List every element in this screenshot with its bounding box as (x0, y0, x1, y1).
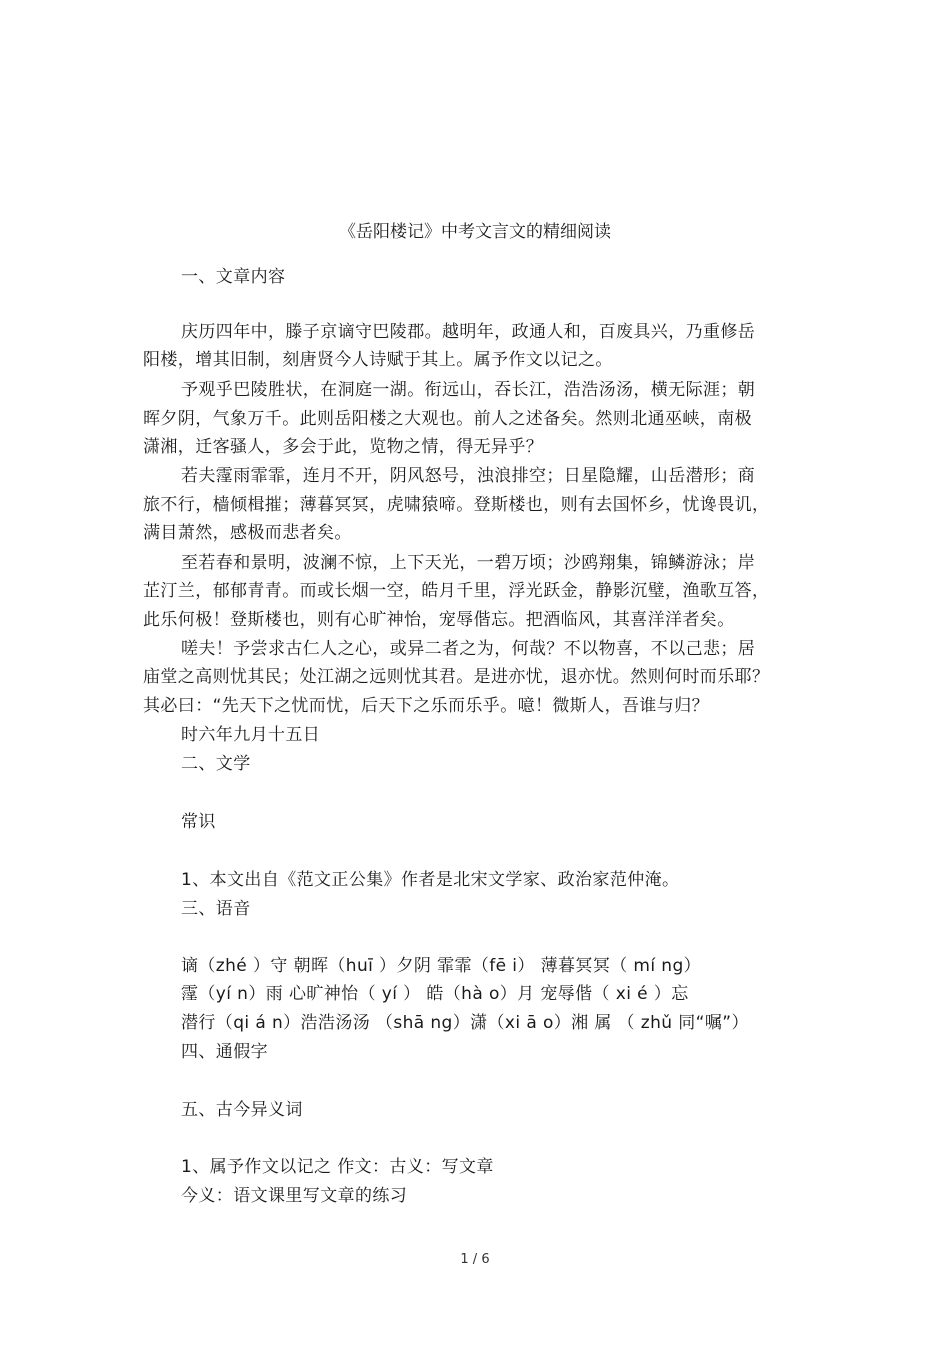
paragraph-line: 嗟夫！予尝求古仁人之心，或异二者之为，何哉？不以物喜，不以己悲；居 (181, 639, 756, 659)
date-line: 时六年九月十五日 (181, 725, 321, 745)
paragraph-line: 庙堂之高则忧其民；处江湖之远则忧其君。是进亦忧，退亦忧。然则何时而乐耶？ (143, 667, 770, 687)
document-title: 《岳阳楼记》中考文言文的精细阅读 (339, 222, 611, 242)
pronunciation-line: 潜行（qi á n）浩浩汤汤 （shā ng）潇（xi ā o）湘 属 （ zhǔ 同“嘱”） (181, 1013, 749, 1033)
paragraph-line: 其必曰：“先天下之忧而忧，后天下之乐而乐乎。噫！微斯人，吾谁与归？ (143, 696, 710, 716)
paragraph-line: 至若春和景明，波澜不惊，上下天光，一碧万顷；沙鸥翔集，锦鳞游泳；岸 (181, 553, 756, 573)
section-heading-literature: 二、文学 (181, 754, 251, 774)
list-item-modern-meaning: 今义：语文课里写文章的练习 (181, 1186, 408, 1206)
paragraph-line: 此乐何极！登斯楼也，则有心旷神怡，宠辱偕忘。把酒临风，其喜洋洋者矣。 (143, 610, 735, 630)
paragraph-line: 潇湘，迁客骚人，多会于此，览物之情，得无异乎？ (143, 437, 544, 457)
section-heading-content: 一、文章内容 (181, 267, 286, 287)
paragraph-line: 晖夕阴，气象万千。此则岳阳楼之大观也。前人之述备矣。然则北通巫峡，南极 (143, 409, 752, 429)
section-subheading-knowledge: 常识 (181, 812, 216, 832)
page-number: 1 / 6 (460, 1252, 490, 1267)
section-heading-pronunciation: 三、语音 (181, 899, 251, 919)
paragraph-line: 庆历四年中，滕子京谪守巴陵郡。越明年，政通人和，百废具兴，乃重修岳 (181, 322, 756, 342)
list-item: 1、本文出自《范文正公集》作者是北宋文学家、政治家范仲淹。 (181, 870, 680, 890)
pronunciation-line: 霪（yí n）雨 心旷神怡（ yí ） 皓（hà o）月 宠辱偕（ xi é ）忘 (181, 984, 689, 1004)
section-heading-word-meanings: 五、古今异义词 (181, 1100, 303, 1120)
paragraph-line: 旅不行，樯倾楫摧；薄暮冥冥，虎啸猿啼。登斯楼也，则有去国怀乡，忧谗畏讥， (143, 495, 770, 515)
list-item: 1、属予作文以记之 作文：古义：写文章 (181, 1157, 494, 1177)
paragraph-line: 阳楼，增其旧制，刻唐贤今人诗赋于其上。属予作文以记之。 (143, 350, 613, 370)
paragraph-line: 芷汀兰，郁郁青青。而或长烟一空，皓月千里，浮光跃金，静影沉璧，渔歌互答， (143, 581, 770, 601)
section-heading-loanwords: 四、通假字 (181, 1042, 268, 1062)
paragraph-line: 予观乎巴陵胜状，在洞庭一湖。衔远山，吞长江，浩浩汤汤，横无际涯；朝 (181, 380, 756, 400)
paragraph-line: 满目萧然，感极而悲者矣。 (143, 523, 352, 543)
paragraph-line: 若夫霪雨霏霏，连月不开，阴风怒号，浊浪排空；日星隐耀，山岳潜形；商 (181, 466, 756, 486)
pronunciation-line: 谪（zhé ）守 朝晖（huī ）夕阴 霏霏（fē i） 薄暮冥冥（ mí ng） (181, 956, 702, 976)
